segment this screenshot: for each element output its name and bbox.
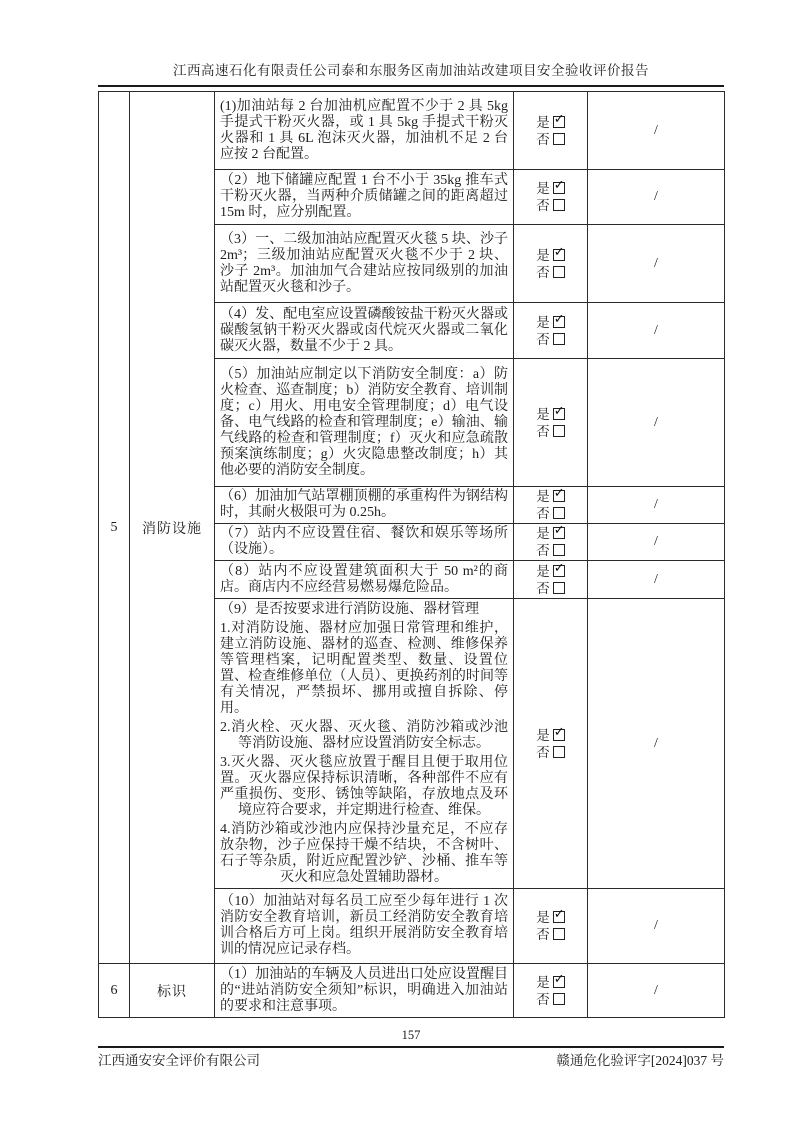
yes-option xyxy=(514,114,587,131)
requirement-text: （3）一、二级加油站应配置灭火毯 5 块、沙子 2m³；三级加油站应配置灭火毯不少于 2 块、沙子 2m³。加油加气合建站应按同级别的加油站配置灭火毯和沙子。 xyxy=(215,225,514,303)
yes-no-cell xyxy=(514,303,588,359)
yes-checkbox-icon xyxy=(553,565,565,577)
remark-cell: / xyxy=(588,359,725,487)
no-option xyxy=(514,505,587,522)
yes-checkbox-icon xyxy=(553,316,565,328)
yes-no-cell xyxy=(514,561,588,599)
page-header xyxy=(98,0,724,87)
yes-no-cell xyxy=(514,170,588,225)
footer-company: 江西通安安全评价有限公司 xyxy=(98,1053,260,1068)
yes-checkbox-icon xyxy=(553,729,565,741)
yes-option xyxy=(514,563,587,580)
requirement-text xyxy=(215,599,514,889)
table-row xyxy=(99,92,725,170)
requirement-paragraph: 3.灭火器、灭火毯应放置于醒目且便于取用位置。灭火器应保持标识清晰，各种部件不应有严重损伤、变形、锈蚀等缺陷，存放地点及环境应符合要求，并定期进行检查、维保。 xyxy=(220,754,508,818)
table-row xyxy=(99,964,725,1018)
no-checkbox-icon xyxy=(553,266,565,278)
no-checkbox-icon xyxy=(553,199,565,211)
yes-checkbox-icon xyxy=(553,976,565,988)
yes-label: 是 xyxy=(536,974,550,990)
requirement-text: （7）站内不应设置住宿、餐饮和娱乐等场所（设施）。 xyxy=(215,524,514,561)
no-label: 否 xyxy=(536,331,550,347)
yes-checkbox-icon xyxy=(553,182,565,194)
remark-cell: / xyxy=(588,92,725,170)
yes-no-cell xyxy=(514,889,588,964)
remark-cell: / xyxy=(588,170,725,225)
remark-cell: / xyxy=(588,599,725,889)
requirement-paragraph: （9）是否按要求进行消防设施、器材管理 xyxy=(220,601,479,617)
requirement-text: （10）加油站对每名员工应至少每年进行 1 次消防安全教育培训，新员工经消防安全教育培训合格后方可上岗。组织开展消防安全教育培训的情况应记录存档。 xyxy=(215,889,514,964)
requirement-text: （8）站内不应设置建筑面积大于 50 m²的商店。商店内不应经营易燃易爆危险品。 xyxy=(215,561,514,599)
no-checkbox-icon xyxy=(553,425,565,437)
page-content xyxy=(98,0,724,1069)
no-label: 否 xyxy=(536,264,550,280)
yes-label: 是 xyxy=(536,526,550,541)
section-number: 6 xyxy=(99,964,130,1018)
footer-doc-number: 赣通危化验评字[2024]037 号 xyxy=(556,1053,724,1068)
requirement-text: (1)加油站每 2 台加油机应配置不少于 2 具 5kg 手提式干粉灭火器，或 1 具 5kg 手提式干粉灭火器和 1 具 6L 泡沫灭火器，加油机不足 2 台应按 2 台配置。 xyxy=(215,92,514,170)
no-checkbox-icon xyxy=(553,333,565,345)
remark-cell: / xyxy=(588,524,725,561)
yes-no-cell xyxy=(514,359,588,487)
no-label: 否 xyxy=(536,543,550,558)
remark-cell: / xyxy=(588,964,725,1018)
no-checkbox-icon xyxy=(553,582,565,594)
page-title: 江西高速石化有限责任公司泰和东服务区南加油站改建项目安全验收评价报告 xyxy=(173,63,649,78)
remark-cell: / xyxy=(588,303,725,359)
section-category: 标识 xyxy=(130,964,215,1018)
safety-checklist-table xyxy=(98,91,725,1018)
yes-checkbox-icon xyxy=(553,527,565,539)
no-option xyxy=(514,131,587,148)
no-option xyxy=(514,926,587,943)
no-option xyxy=(514,580,587,597)
section-number: 5 xyxy=(99,92,130,964)
yes-label: 是 xyxy=(536,489,550,504)
no-label: 否 xyxy=(536,991,550,1007)
yes-no-cell xyxy=(514,225,588,303)
no-option xyxy=(514,197,587,214)
yes-no-cell xyxy=(514,599,588,889)
yes-label: 是 xyxy=(536,563,550,579)
no-checkbox-icon xyxy=(553,544,565,556)
yes-label: 是 xyxy=(536,114,550,130)
yes-option xyxy=(514,909,587,926)
yes-checkbox-icon xyxy=(553,116,565,128)
yes-label: 是 xyxy=(536,406,550,422)
no-checkbox-icon xyxy=(553,133,565,145)
no-label: 否 xyxy=(536,423,550,439)
yes-checkbox-icon xyxy=(553,249,565,261)
page-number: 157 xyxy=(401,1028,421,1042)
no-label: 否 xyxy=(536,580,550,596)
yes-no-cell xyxy=(514,92,588,170)
yes-label: 是 xyxy=(536,727,550,743)
yes-option xyxy=(514,727,587,744)
remark-cell: / xyxy=(588,225,725,303)
requirement-paragraph: 1.对消防设施、器材应加强日常管理和维护，建立消防设施、器材的巡查、检测、维修保养等管理档案，记明配置类型、数量、设置位置、检查维修单位（人员）、更换药剂的时间等有关情况，严禁损坏、挪用或擅自拆除、停用。 xyxy=(220,620,508,716)
yes-label: 是 xyxy=(536,181,550,196)
requirement-paragraph: 2.消火栓、灭火器、灭火毯、消防沙箱或沙池等消防设施、器材应设置消防安全标志。 xyxy=(220,719,508,751)
yes-label: 是 xyxy=(536,247,550,263)
remark-cell: / xyxy=(588,561,725,599)
yes-option xyxy=(514,974,587,991)
no-label: 否 xyxy=(536,927,550,942)
no-option xyxy=(514,542,587,559)
requirement-text: （5）加油站应制定以下消防安全制度：a）防火检查、巡查制度；b）消防安全教育、培训制度；c）用火、用电安全管理制度；d）电气设备、电气线路的检查和管理制度；e）输油、输气线路的检查和管理制度；f）灭火和应急疏散预案演练制度；g）火灾隐患整改制度；h）其他必要的消防安全制度。 xyxy=(215,359,514,487)
footer-divider xyxy=(98,1046,724,1048)
yes-option xyxy=(514,525,587,542)
yes-option xyxy=(514,488,587,505)
no-checkbox-icon xyxy=(553,993,565,1005)
page-footer xyxy=(98,1052,724,1069)
section-category: 消防设施 xyxy=(130,92,215,964)
requirement-text: （6）加油加气站罩棚顶棚的承重构件为钢结构时，其耐火极限可为 0.25h。 xyxy=(215,487,514,524)
yes-option xyxy=(514,247,587,264)
requirement-text: （1）加油站的车辆及人员进出口处应设置醒目的“进站消防安全须知”标识，明确进入加油站的要求和注意事项。 xyxy=(215,964,514,1018)
yes-option xyxy=(514,406,587,423)
no-checkbox-icon xyxy=(553,507,565,519)
requirement-paragraph: 4.消防沙箱或沙池内应保持沙量充足，不应存放杂物，沙子应保持干燥不结块，不含树叶、石子等杂质，附近应配置沙铲、沙桶、推车等灭火和应急处置辅助器材。 xyxy=(220,821,508,885)
remark-cell: / xyxy=(588,889,725,964)
yes-no-cell xyxy=(514,487,588,524)
yes-label: 是 xyxy=(536,314,550,330)
yes-no-cell xyxy=(514,964,588,1018)
no-label: 否 xyxy=(536,131,550,147)
yes-checkbox-icon xyxy=(553,408,565,420)
yes-option xyxy=(514,180,587,197)
no-label: 否 xyxy=(536,506,550,521)
no-option xyxy=(514,331,587,348)
no-option xyxy=(514,991,587,1008)
no-checkbox-icon xyxy=(553,928,565,940)
requirement-text: （4）发、配电室应设置磷酸铵盐干粉灭火器或碳酸氢钠干粉灭火器或卤代烷灭火器或二氧化碳灭火器，数量不少于 2 具。 xyxy=(215,303,514,359)
no-checkbox-icon xyxy=(553,746,565,758)
no-option xyxy=(514,264,587,281)
no-label: 否 xyxy=(536,744,550,760)
yes-checkbox-icon xyxy=(553,911,565,923)
no-option xyxy=(514,423,587,440)
no-option xyxy=(514,744,587,761)
yes-no-cell xyxy=(514,524,588,561)
requirement-text: （2）地下储罐应配置 1 台不小于 35kg 推车式干粉灭火器，当两种介质储罐之间的距离超过 15m 时，应分别配置。 xyxy=(215,170,514,225)
yes-checkbox-icon xyxy=(553,490,565,502)
yes-option xyxy=(514,314,587,331)
no-label: 否 xyxy=(536,198,550,213)
yes-label: 是 xyxy=(536,910,550,925)
remark-cell: / xyxy=(588,487,725,524)
